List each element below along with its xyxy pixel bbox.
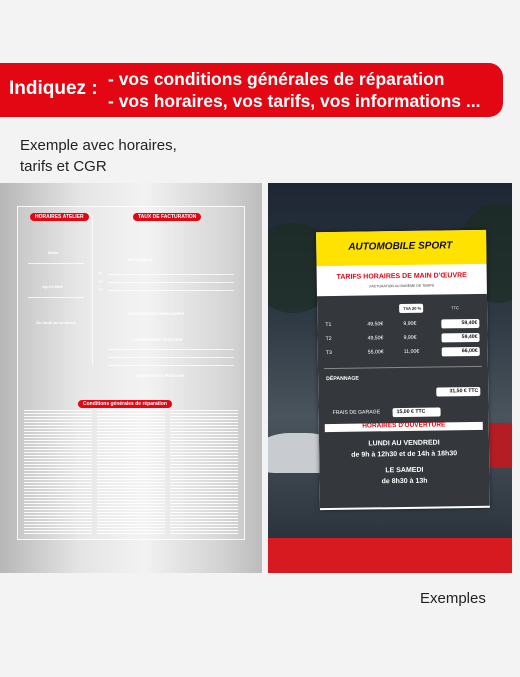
rate-tva: 11,00€	[403, 348, 420, 355]
depannage-value-row	[324, 386, 482, 399]
rate-label: T3	[325, 349, 332, 357]
rate-ttc: 59,40€	[441, 319, 479, 329]
sheet-divider	[92, 215, 93, 365]
red-window-frame	[268, 538, 512, 573]
caption-left-line-1: Exemple avec horaires,	[20, 137, 177, 154]
frais-value: 15,00 € TTC	[393, 407, 441, 417]
hours-saturday-times: de 8h30 à 13h	[381, 477, 428, 486]
rate-ht: 55,00€	[367, 349, 384, 356]
info-banner	[0, 63, 503, 117]
sheet-header-rates: TAUX DE FACTURATION	[133, 213, 201, 221]
banner-lead: Indiquez :	[9, 78, 98, 99]
rate-row	[323, 318, 481, 331]
sheet-line	[108, 349, 234, 350]
rate-ht: 49,50€	[367, 321, 384, 328]
sheet-line	[108, 357, 234, 358]
sheet-line	[28, 297, 84, 298]
rate-label: T1	[325, 321, 332, 329]
frais-label: FRAIS DE GARAGE	[332, 409, 381, 416]
sheet-line	[108, 365, 234, 366]
cgr-text-column-3	[170, 410, 238, 534]
sheet-day-weekdays: Du lundi au vendredi	[36, 320, 76, 325]
sheet-row-t3: T3	[98, 287, 103, 292]
col-ttc-header: TTC	[451, 305, 459, 311]
rate-ttc: 59,40€	[441, 333, 479, 343]
banner-line-2: - vos horaires, vos tarifs, vos informations ...	[108, 91, 481, 111]
example-image-poster	[268, 183, 512, 573]
sheet-section-forfait: OPÉRATIONS FORFAITAIRES	[128, 311, 185, 316]
banner-line-1: - vos conditions générales de réparation	[108, 69, 445, 89]
depannage-row	[324, 372, 482, 385]
poster-rates-panel	[317, 294, 490, 508]
poster-brand-strip	[316, 230, 486, 266]
sheet-cgr-title: Conditions générales de réparation	[78, 400, 172, 408]
hours-title: HORAIRES D'OUVERTURE	[362, 421, 446, 430]
rate-ht: 49,50€	[367, 335, 384, 342]
sheet-day-afternoon: Après-Midi	[42, 284, 63, 289]
depannage-value: 31,50 € TTC	[436, 387, 480, 397]
sheet-row-t1: T1	[98, 271, 103, 276]
caption-right: Exemples	[420, 590, 486, 607]
rate-label: T2	[325, 335, 332, 343]
rate-tva: 9,90€	[403, 334, 417, 341]
frais-row	[325, 406, 483, 419]
hours-saturday: LE SAMEDI	[385, 466, 424, 475]
sheet-section-carrosserie: CARROSSERIE PEINTURE	[132, 337, 183, 342]
hours-weekdays-times: de 9h à 12h30 et de 14h à 18h30	[351, 450, 458, 459]
divider	[324, 366, 482, 369]
caption-left	[20, 135, 177, 177]
rate-tva: 9,90€	[403, 320, 417, 327]
rate-row	[323, 332, 481, 345]
sheet-line	[108, 274, 234, 275]
sheet-line	[108, 282, 234, 283]
cgr-sheet	[17, 206, 245, 540]
poster-brand: AUTOMOBILE SPORT	[348, 240, 453, 253]
poster-subtitle: FACTURATION AU BARÈME DE TEMPS	[369, 283, 435, 289]
sheet-section-mecanique: MÉCANIQUE	[128, 257, 153, 262]
depannage-label: DÉPANNAGE	[326, 375, 359, 383]
rates-poster	[316, 230, 490, 510]
col-tva-header: TVA 20 %	[399, 304, 423, 313]
rates-header-row	[323, 302, 481, 315]
caption-left-line-2: tarifs et CGR	[20, 158, 107, 175]
hours-weekdays: LUNDI AU VENDREDI	[368, 439, 440, 448]
example-image-cgr	[0, 183, 262, 573]
sheet-day-morning: Matin	[48, 250, 59, 255]
sheet-line	[28, 263, 84, 264]
cgr-text-column-2	[97, 410, 165, 534]
poster-title: TARIFS HORAIRES DE MAIN D'ŒUVRE	[336, 272, 467, 281]
rate-ttc: 66,00€	[442, 347, 480, 357]
sheet-line	[108, 290, 234, 291]
sheet-row-t2: T2	[98, 279, 103, 284]
sheet-header-hours: HORAIRES ATELIER	[30, 213, 89, 221]
rate-row	[324, 346, 482, 359]
cgr-text-column-1	[24, 410, 92, 534]
sheet-section-ingredients: INGRÉDIENTS PEINTURE	[136, 373, 185, 378]
